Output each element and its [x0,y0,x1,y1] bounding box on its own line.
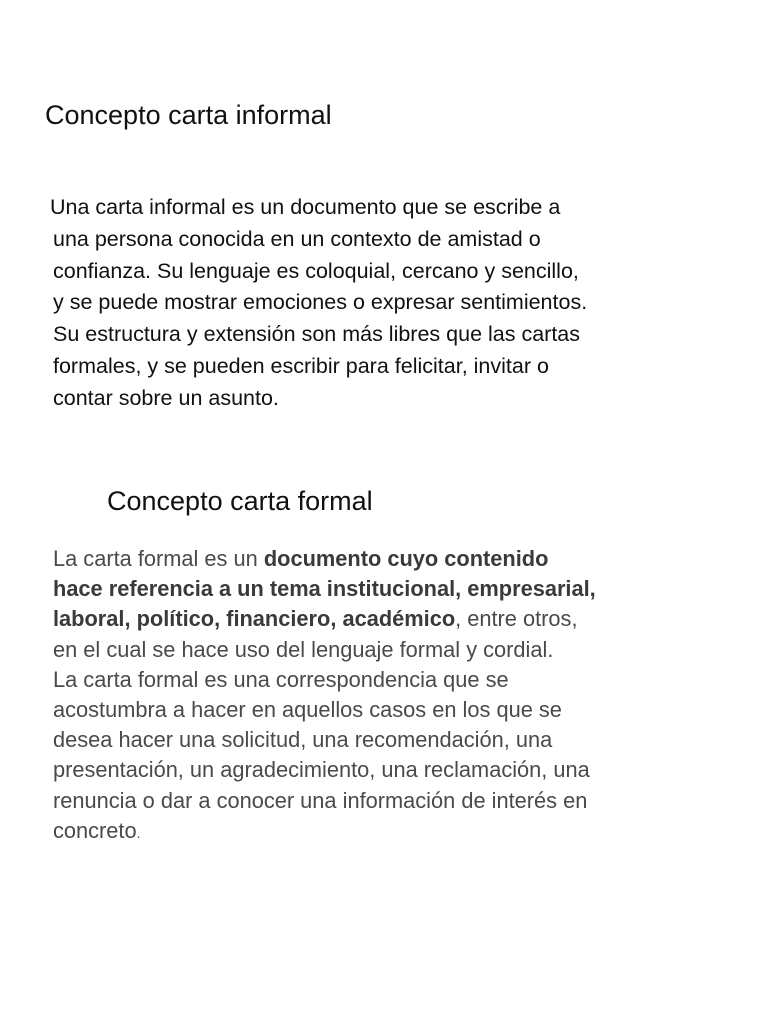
formal-letter-title: Concepto carta formal [107,486,373,516]
formal-line: La carta formal es una correspondencia que se [53,666,509,692]
informal-letter-title: Concepto carta informal [45,100,332,130]
formal-line [53,544,733,574]
formal-bold-text: laboral, político, financiero, académico [53,606,456,632]
informal-line: y se puede mostrar emociones o expresar sentimientos. [53,290,588,315]
formal-line: renuncia o dar a conocer una información de interés en [53,787,588,813]
formal-letter-paragraph [53,544,733,848]
formal-line [53,574,733,604]
formal-text: , entre otros, [455,606,578,632]
formal-line: desea hacer una solicitud, una recomendación, una [53,727,553,753]
formal-bold-text: hace referencia a un tema institucional, empresarial, [53,576,596,602]
informal-line: confianza. Su lenguaje es coloquial, cercano y sencillo, [53,258,579,283]
formal-line: presentación, un agradecimiento, una reclamación, una [53,757,590,783]
informal-letter-paragraph [50,192,690,415]
formal-line [53,604,733,634]
formal-bold-text: documento cuyo contenido [263,546,549,571]
formal-line: en el cual se hace uso del lenguaje formal y cordial. [53,636,554,662]
formal-line: acostumbra a hacer en aquellos casos en los que se [53,697,562,723]
formal-line [53,816,733,848]
informal-line: formales, y se pueden escribir para felicitar, invitar o [53,353,549,378]
formal-text: concreto [53,817,137,843]
informal-line: contar sobre un asunto. [53,385,279,410]
informal-line: Una carta informal es un documento que se escribe a [50,195,561,219]
informal-line: Su estructura y extensión son más libres que las cartas [53,322,581,347]
formal-text: La carta formal es un [53,546,264,571]
formal-period: . [136,824,141,841]
informal-line: una persona conocida en un contexto de amistad o [53,226,541,251]
